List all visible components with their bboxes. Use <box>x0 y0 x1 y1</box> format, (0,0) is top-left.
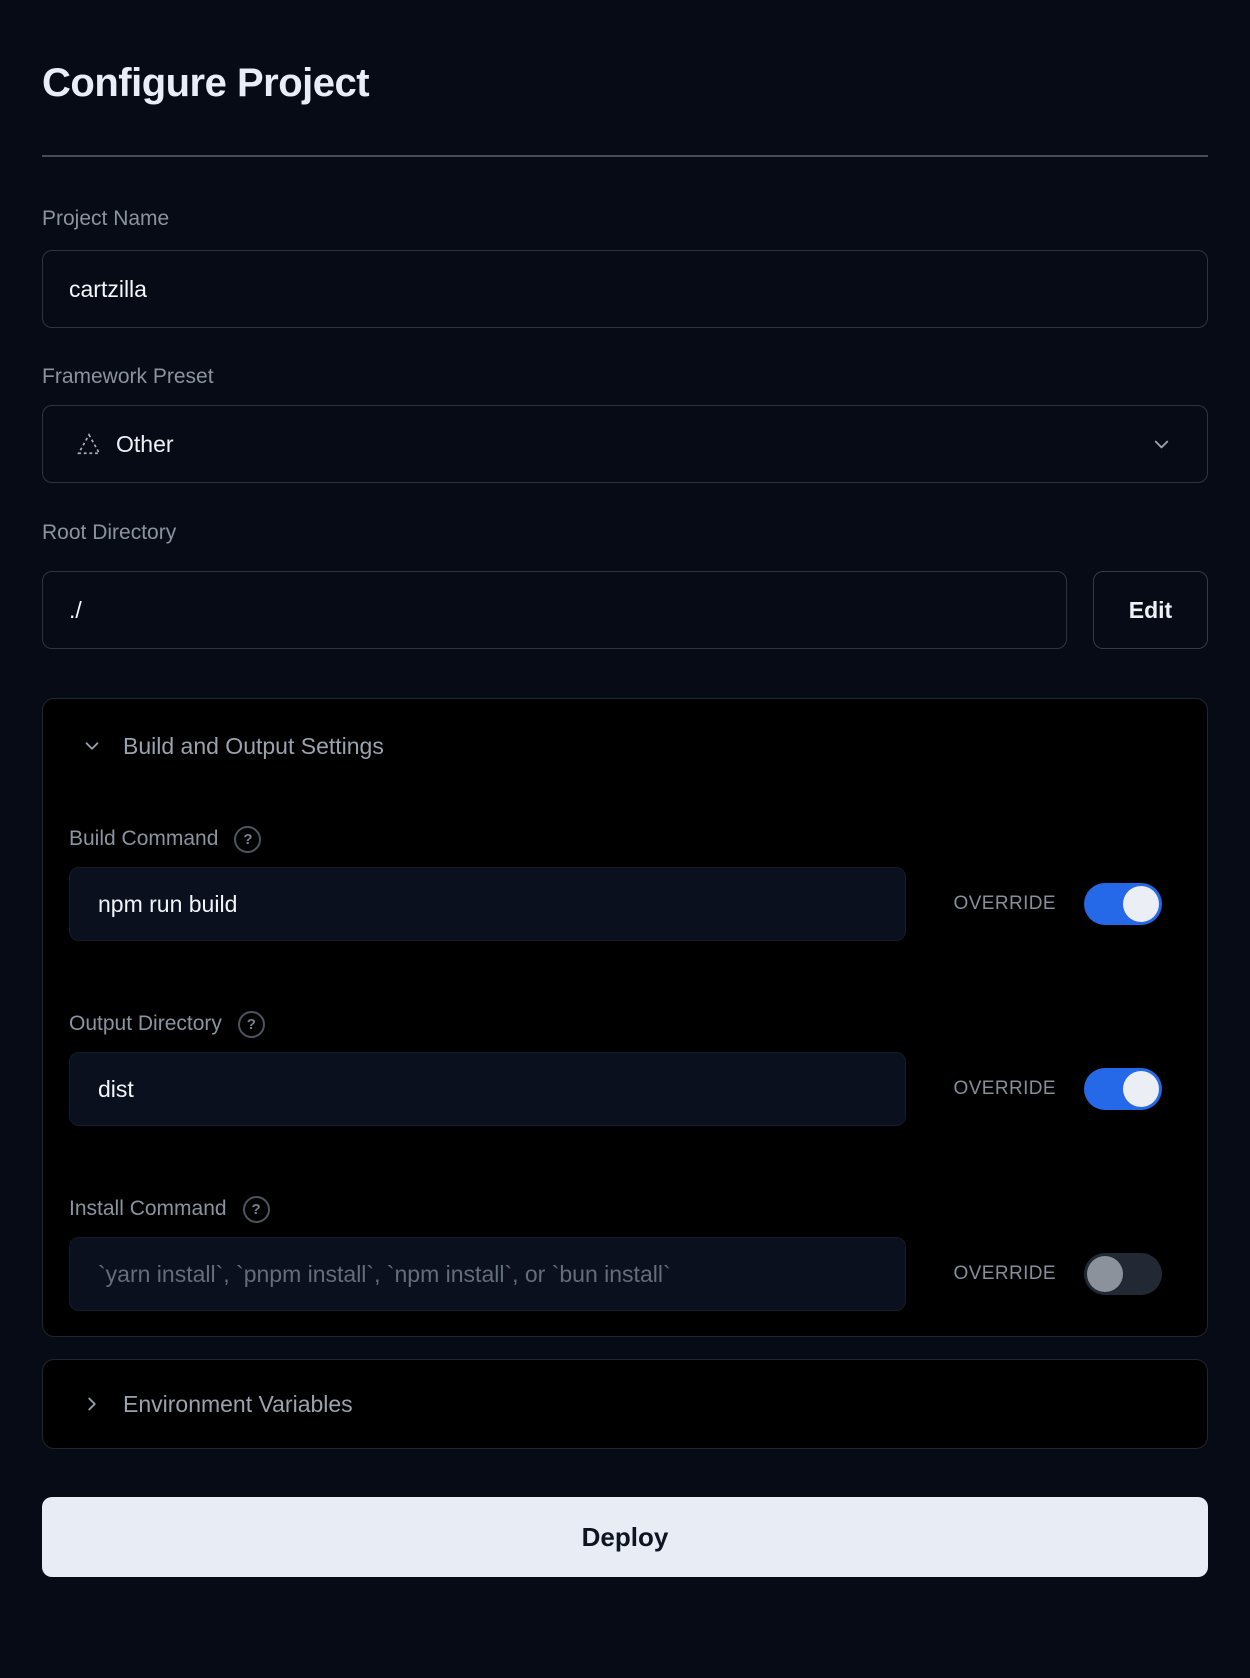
override-label: OVERRIDE <box>953 1263 1056 1284</box>
output-directory-override-toggle[interactable] <box>1084 1068 1162 1110</box>
install-command-override-toggle[interactable] <box>1084 1253 1162 1295</box>
deploy-button[interactable]: Deploy <box>42 1497 1208 1577</box>
root-directory-row <box>42 571 1208 649</box>
output-directory-label-text: Output Directory <box>69 1012 222 1035</box>
project-name-input[interactable] <box>42 250 1208 328</box>
other-framework-icon <box>76 431 102 457</box>
build-command-input[interactable] <box>69 867 906 941</box>
edit-root-directory-button[interactable]: Edit <box>1093 571 1208 649</box>
build-output-settings-title: Build and Output Settings <box>123 732 384 759</box>
build-output-settings-header[interactable] <box>69 724 1181 768</box>
help-icon[interactable]: ? <box>234 826 261 853</box>
root-directory-label: Root Directory <box>42 521 177 544</box>
project-name-label: Project Name <box>42 207 170 230</box>
framework-preset-select[interactable] <box>42 405 1208 483</box>
help-icon[interactable]: ? <box>243 1196 270 1223</box>
install-command-input[interactable] <box>69 1237 906 1311</box>
root-directory-input[interactable] <box>42 571 1067 649</box>
divider <box>42 155 1208 157</box>
framework-preset-value: Other <box>116 430 174 457</box>
page-title: Configure Project <box>42 61 370 105</box>
build-output-settings-panel <box>42 698 1208 1337</box>
framework-preset-label: Framework Preset <box>42 365 214 388</box>
install-command-override <box>954 1253 1181 1295</box>
help-icon[interactable]: ? <box>238 1011 265 1038</box>
output-directory-input[interactable] <box>69 1052 906 1126</box>
environment-variables-header[interactable] <box>42 1359 1208 1449</box>
install-command-label <box>69 1194 1181 1224</box>
chevron-right-icon <box>81 1393 103 1415</box>
build-command-row <box>69 867 1181 941</box>
build-command-label-text: Build Command <box>69 827 219 850</box>
install-command-label-text: Install Command <box>69 1197 227 1220</box>
chevron-down-icon <box>1150 433 1173 456</box>
build-command-override <box>954 883 1181 925</box>
output-directory-row <box>69 1052 1181 1126</box>
toggle-knob <box>1123 886 1159 922</box>
toggle-knob <box>1123 1071 1159 1107</box>
build-command-label <box>69 824 1181 854</box>
install-command-row <box>69 1237 1181 1311</box>
override-label: OVERRIDE <box>953 1078 1056 1099</box>
output-directory-label <box>69 1009 1181 1039</box>
environment-variables-title: Environment Variables <box>123 1390 353 1417</box>
build-command-override-toggle[interactable] <box>1084 883 1162 925</box>
override-label: OVERRIDE <box>953 893 1056 914</box>
output-directory-override <box>954 1068 1181 1110</box>
toggle-knob <box>1087 1256 1123 1292</box>
chevron-down-icon <box>81 735 103 757</box>
